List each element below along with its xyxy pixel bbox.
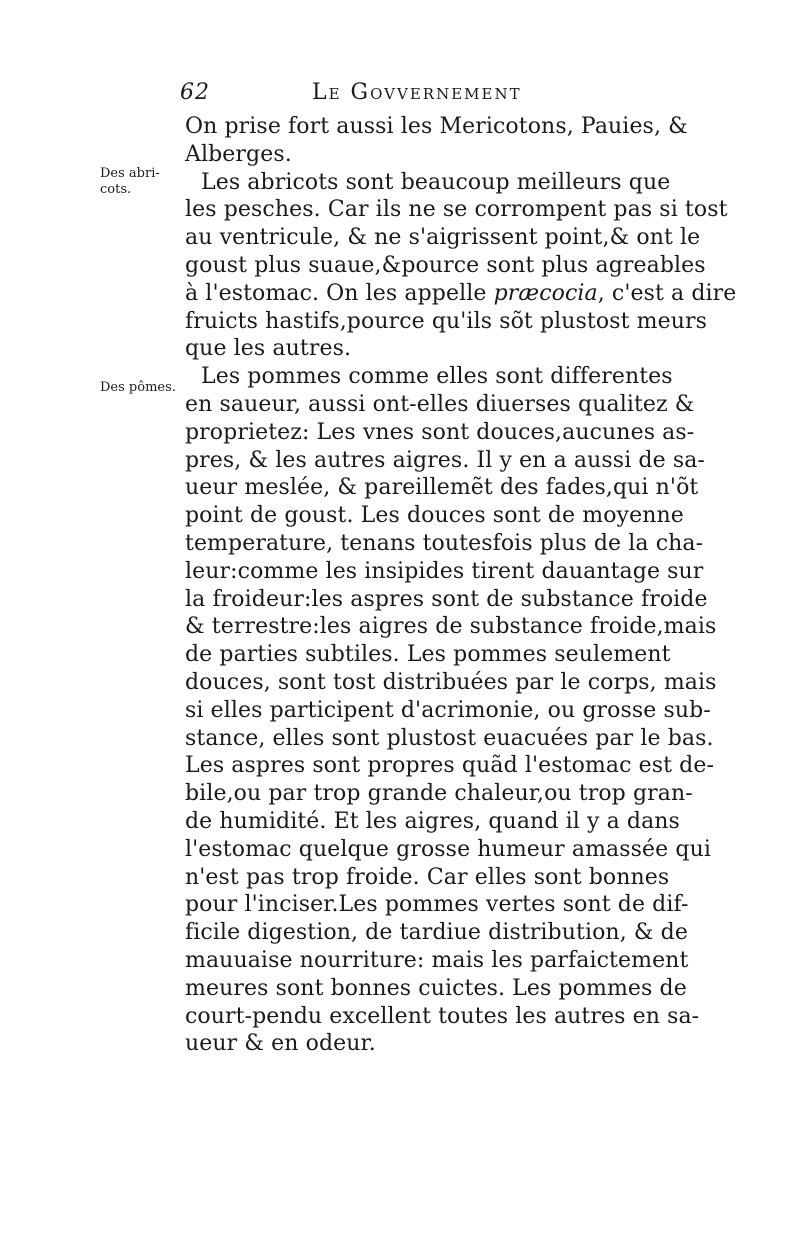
latin-term: præcocia — [493, 280, 598, 306]
text-line: leur:comme les insipides tirent dauantage sur — [185, 558, 704, 584]
margin-note-line: Des abri- — [100, 166, 160, 181]
text-line: Les aspres sont propres quãd l'estomac est de- — [185, 753, 715, 779]
text-line-with-italic — [185, 280, 737, 308]
text-line: de humidité. Et les aigres, quand il y a dans — [185, 808, 680, 834]
text-line: ueur meslée, & pareillemẽt des fades,qui n'õt — [185, 475, 699, 501]
body-text — [185, 113, 737, 1058]
paragraph-start-line: Les pommes comme elles sont differentes — [201, 364, 673, 390]
text-line: ueur & en odeur. — [185, 1031, 376, 1057]
margin-note-line: Des pômes. — [100, 380, 176, 395]
text-line: les pesches. Car ils ne se corrompent pas si tost — [185, 197, 728, 223]
text-line: goust plus suaue,&pource sont plus agreables — [185, 252, 706, 278]
text-segment: , c'est a dire — [597, 280, 737, 306]
text-segment: à l'estomac. On les appelle — [185, 280, 487, 306]
text-line: pour l'inciser.Les pommes vertes sont de dif- — [185, 892, 689, 918]
page-header — [180, 80, 660, 116]
text-line: proprietez: Les vnes sont douces,aucunes as- — [185, 419, 695, 445]
margin-note-pommes — [100, 380, 176, 396]
text-line: pres, & les autres aigres. Il y en a aussi de sa- — [185, 447, 705, 473]
page-number: 62 — [180, 80, 210, 105]
paragraph-start-line: Les abricots sont beaucoup meilleurs que — [201, 169, 671, 195]
text-line: mauuaise nourriture: mais les parfaictement — [185, 947, 689, 973]
margin-note-abricots — [100, 166, 160, 198]
text-line: court-pendu excellent toutes les autres en sa- — [185, 1003, 700, 1029]
text-line: temperature, tenans toutesfois plus de la cha- — [185, 530, 704, 556]
text-line: la froideur:les aspres sont de substance froide — [185, 586, 708, 612]
text-line: point de goust. Les douces sont de moyenne — [185, 503, 684, 529]
text-line: n'est pas trop froide. Car elles sont bonnes — [185, 864, 670, 890]
text-line: si elles participent d'acrimonie, ou grosse sub- — [185, 697, 711, 723]
margin-note-line: cots. — [100, 182, 132, 197]
text-line: On prise fort aussi les Mericotons, Pauies, & — [185, 114, 688, 139]
text-line: que les autres. — [185, 336, 352, 362]
text-line: l'estomac quelque grosse humeur amassée qui — [185, 836, 711, 862]
text-line: stance, elles sont plustost euacuées par le bas. — [185, 725, 714, 751]
text-line: ficile digestion, de tardiue distribution, & de — [185, 920, 688, 946]
text-line: en saueur, aussi ont-elles diuerses qualitez & — [185, 391, 695, 417]
text-line: douces, sont tost distribuées par le corps, mais — [185, 669, 717, 695]
text-line: meures sont bonnes cuictes. Les pommes de — [185, 975, 687, 1001]
text-line: de parties subtiles. Les pommes seulement — [185, 642, 671, 668]
running-title: Le Govvernement — [312, 80, 522, 105]
text-line: & terrestre:les aigres de substance froide,mais — [185, 614, 717, 640]
text-line: bile,ou par trop grande chaleur,ou trop gran- — [185, 781, 693, 807]
text-line: Alberges. — [185, 141, 292, 167]
text-line: au ventricule, & ne s'aigrissent point,& ont le — [185, 225, 701, 251]
text-line: fruicts hastifs,pource qu'ils sõt plustost meurs — [185, 308, 708, 334]
